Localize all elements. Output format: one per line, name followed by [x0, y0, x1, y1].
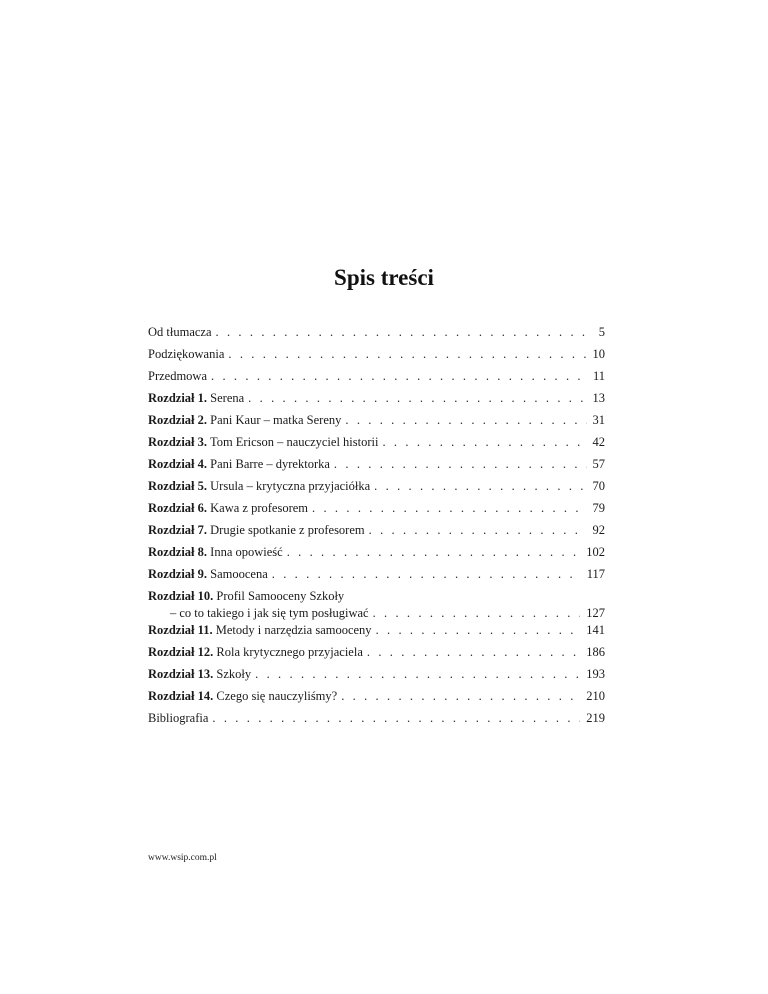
toc-entry-label — [148, 690, 337, 703]
entry-title: Pani Kaur – matka Sereny — [210, 414, 342, 427]
entry-title: Ursula – krytyczna przyjaciółka — [210, 480, 371, 493]
chapter-number: Rozdział 4. — [148, 458, 208, 471]
chapter-number: Rozdział 10. — [148, 590, 214, 603]
toc-entry-label — [148, 524, 365, 537]
dot-leader — [228, 348, 586, 361]
toc-entry[interactable] — [148, 690, 605, 712]
page-number: 141 — [586, 624, 605, 637]
page-number: 102 — [586, 546, 605, 559]
entry-title: Metody i narzędzia samooceny — [215, 624, 372, 637]
entry-title: Rola krytycznego przyjaciela — [216, 646, 363, 659]
toc-entry-label — [148, 326, 212, 339]
toc-entry[interactable] — [148, 480, 605, 502]
page-number: 13 — [592, 392, 605, 405]
chapter-number: Rozdział 3. — [148, 436, 208, 449]
dot-leader — [382, 436, 586, 449]
entry-title: Przedmowa — [148, 370, 208, 383]
toc-entry[interactable] — [148, 546, 605, 568]
page-number: 193 — [586, 668, 605, 681]
toc-entry[interactable] — [148, 646, 605, 668]
chapter-number: Rozdział 7. — [148, 524, 208, 537]
toc-entry[interactable] — [148, 712, 605, 734]
chapter-number: Rozdział 2. — [148, 414, 208, 427]
toc-entry[interactable] — [148, 392, 605, 414]
page-number: 219 — [586, 712, 605, 725]
toc-entry-label — [148, 646, 363, 659]
toc-entry[interactable] — [148, 590, 605, 624]
toc-entry-label — [148, 568, 268, 581]
toc-entry[interactable] — [148, 568, 605, 590]
entry-title: Podziękowania — [148, 348, 225, 361]
dot-leader — [255, 668, 580, 681]
chapter-number: Rozdział 13. — [148, 668, 214, 681]
dot-leader — [376, 624, 581, 637]
dot-leader — [212, 712, 580, 725]
toc-entry-label — [148, 480, 370, 493]
page-number: 79 — [592, 502, 605, 515]
page-number: 31 — [592, 414, 605, 427]
entry-title: Bibliografia — [148, 712, 209, 725]
toc-entry[interactable] — [148, 414, 605, 436]
table-of-contents — [148, 326, 605, 734]
dot-leader — [374, 480, 586, 493]
toc-entry[interactable] — [148, 436, 605, 458]
entry-title: Pani Barre – dyrektorka — [210, 458, 330, 471]
dot-leader — [211, 370, 587, 383]
entry-title: Kawa z profesorem — [210, 502, 309, 515]
toc-entry-label — [148, 414, 341, 427]
entry-title: Tom Ericson – nauczyciel historii — [209, 436, 379, 449]
toc-entry[interactable] — [148, 524, 605, 546]
entry-title: Serena — [210, 392, 245, 405]
dot-leader — [334, 458, 587, 471]
page-number: 70 — [592, 480, 605, 493]
chapter-number: Rozdział 5. — [148, 480, 208, 493]
toc-entry[interactable] — [148, 502, 605, 524]
page-number: 117 — [586, 568, 605, 581]
chapter-number: Rozdział 6. — [148, 502, 208, 515]
toc-entry-label — [148, 712, 208, 725]
page-number: 11 — [592, 370, 605, 383]
dot-leader — [345, 414, 586, 427]
page-title: Spis treści — [334, 265, 434, 290]
chapter-number: Rozdział 9. — [148, 568, 208, 581]
page-number: 42 — [592, 436, 605, 449]
dot-leader — [272, 568, 581, 581]
entry-title: Czego się nauczyliśmy? — [216, 690, 338, 703]
chapter-number: Rozdział 12. — [148, 646, 214, 659]
toc-entry[interactable] — [148, 370, 605, 392]
chapter-number: Rozdział 8. — [148, 546, 208, 559]
toc-entry[interactable] — [148, 624, 605, 646]
toc-entry-label — [148, 348, 224, 361]
toc-entry[interactable] — [148, 348, 605, 370]
entry-title: Od tłumacza — [148, 326, 212, 339]
entry-title: – co to takiego i jak się tym posługiwać — [170, 606, 369, 620]
toc-entry-label — [148, 370, 207, 383]
dot-leader — [287, 546, 581, 559]
page-number: 127 — [586, 606, 605, 620]
toc-entry-label — [148, 458, 330, 471]
dot-leader — [367, 646, 580, 659]
toc-entry-label — [148, 436, 378, 449]
entry-title: Samoocena — [210, 568, 268, 581]
page-number: 10 — [592, 348, 605, 361]
page-number: 92 — [592, 524, 605, 537]
page-number: 186 — [586, 646, 605, 659]
dot-leader — [373, 607, 581, 620]
toc-entry[interactable] — [148, 458, 605, 480]
toc-entry-label — [148, 668, 251, 681]
chapter-number: Rozdział 11. — [148, 624, 213, 637]
dot-leader — [216, 326, 592, 339]
chapter-number: Rozdział 14. — [148, 690, 214, 703]
toc-entry-label — [148, 502, 308, 515]
page-number: 210 — [586, 690, 605, 703]
chapter-number: Rozdział 1. — [148, 392, 208, 405]
entry-title: Inna opowieść — [210, 546, 283, 559]
toc-entry-label — [148, 624, 372, 637]
entry-title: Profil Samooceny Szkoły — [216, 590, 345, 603]
dot-leader — [312, 502, 586, 515]
toc-entry[interactable] — [148, 326, 605, 348]
toc-entry-label — [170, 607, 369, 620]
page-number: 57 — [592, 458, 605, 471]
dot-leader — [341, 690, 580, 703]
footer-url: www.wsip.com.pl — [148, 853, 217, 863]
entry-title: Drugie spotkanie z profesorem — [210, 524, 365, 537]
dot-leader — [369, 524, 587, 537]
entry-title: Szkoły — [216, 668, 252, 681]
toc-entry-label — [148, 590, 344, 603]
toc-entry-label — [148, 392, 244, 405]
dot-leader — [248, 392, 586, 405]
toc-entry[interactable] — [148, 668, 605, 690]
page-number: 5 — [598, 326, 605, 339]
toc-entry-label — [148, 546, 283, 559]
